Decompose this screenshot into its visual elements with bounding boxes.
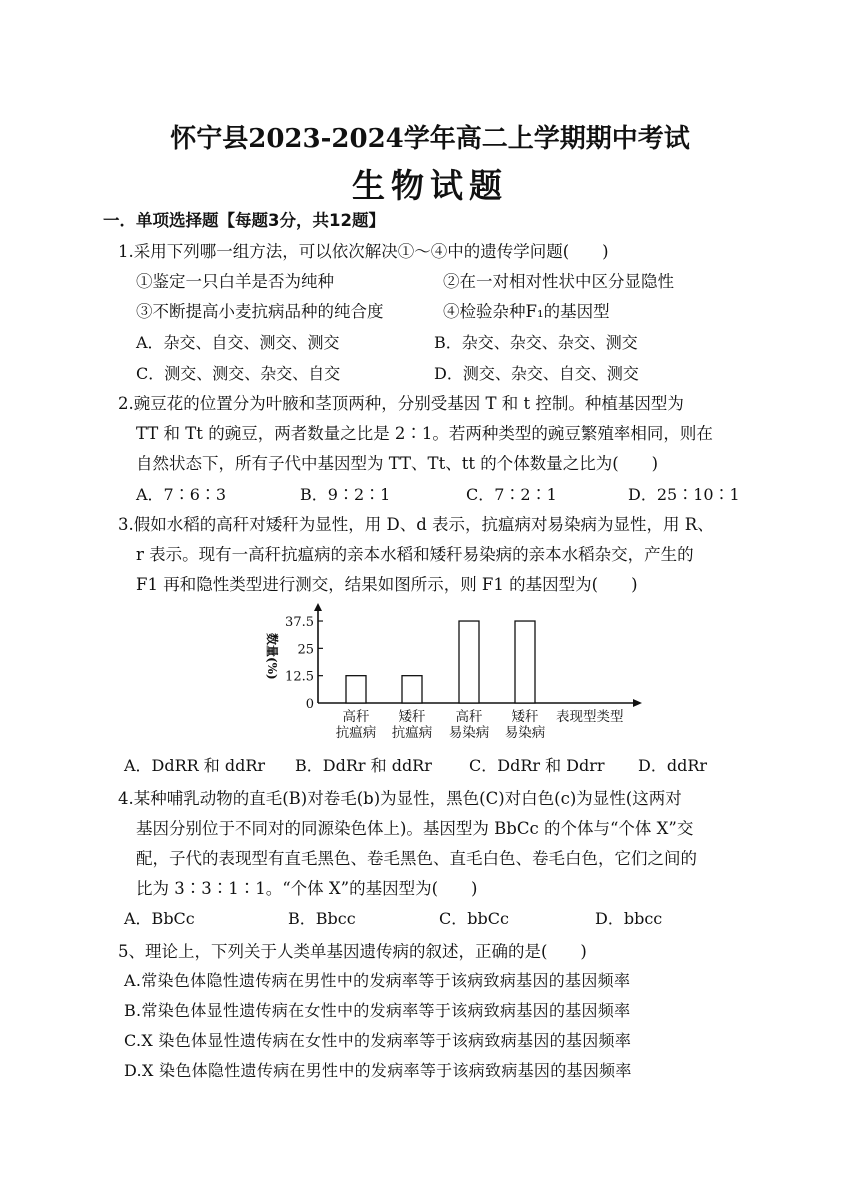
exam-title: 怀宁县2023-2024学年高二上学期期中考试 xyxy=(170,124,690,154)
x-tick-label: 高秆 xyxy=(342,709,370,725)
option-b: B．杂交、杂交、杂交、测交 xyxy=(434,333,638,352)
bar xyxy=(402,676,422,703)
x-tick-label: 易染病 xyxy=(448,725,490,741)
y-tick-label: 0 xyxy=(305,697,314,712)
question-stem-line: 4.某种哺乳动物的直毛(B)对卷毛(b)为显性，黑色(C)对白色(c)为显性(这两对 xyxy=(118,789,682,808)
bar xyxy=(515,621,535,703)
question-stem: 5、理论上，下列关于人类单基因遗传病的叙述，正确的是( ) xyxy=(118,942,587,961)
option-b: B．DdRr 和 ddRr xyxy=(295,756,432,775)
question-item: ④检验杂种F₁的基因型 xyxy=(443,302,610,321)
option-c: C．bbCc xyxy=(439,909,509,928)
option-a: A．DdRR 和 ddRr xyxy=(124,756,266,775)
x-tick-label: 抗瘟病 xyxy=(335,725,377,741)
x-axis-arrow xyxy=(633,699,642,707)
bar xyxy=(346,676,366,703)
exam-subtitle: 生物试题 xyxy=(352,166,508,205)
question-stem-line: 基因分别位于不同对的同源染色体上)。基因型为 BbCc 的个体与“个体 X”交 xyxy=(136,819,694,838)
option-d: D．25∶10∶1 xyxy=(628,485,740,504)
question-item: ①鉴定一只白羊是否为纯种 xyxy=(136,272,334,291)
option-c: C.X 染色体显性遗传病在女性中的发病率等于该病致病基因的基因频率 xyxy=(124,1031,632,1050)
option-a: A．杂交、自交、测交、测交 xyxy=(136,333,340,352)
y-tick-label: 12.5 xyxy=(285,669,314,685)
option-a: A.常染色体隐性遗传病在男性中的发病率等于该病致病基因的基因频率 xyxy=(124,971,631,990)
testcross-bar-chart xyxy=(250,603,660,748)
x-axis-label: 表现型类型 xyxy=(556,709,624,725)
option-d: D．ddRr xyxy=(638,756,708,775)
x-tick-label: 高秆 xyxy=(455,709,483,725)
y-axis-label: 数量(%) xyxy=(265,632,279,680)
question-stem: 1.采用下列哪一组方法，可以依次解决①～④中的遗传学问题( ) xyxy=(118,242,609,261)
question-stem-line: r 表示。现有一高秆抗瘟病的亲本水稻和矮秆易染病的亲本水稻杂交，产生的 xyxy=(136,545,694,564)
question-stem-line: 配，子代的表现型有直毛黑色、卷毛黑色、直毛白色、卷毛白色，它们之间的 xyxy=(136,849,697,868)
option-d: D．测交、杂交、自交、测交 xyxy=(434,364,639,383)
option-b: B.常染色体显性遗传病在女性中的发病率等于该病致病基因的基因频率 xyxy=(124,1001,631,1020)
option-c: C．测交、测交、杂交、自交 xyxy=(136,364,341,383)
question-item: ③不断提高小麦抗病品种的纯合度 xyxy=(136,302,384,321)
section-heading: 一．单项选择题【每题3分，共12题】 xyxy=(103,211,385,230)
y-tick-label: 25 xyxy=(297,642,314,658)
question-stem-line: 自然状态下，所有子代中基因型为 TT、Tt、tt 的个体数量之比为( ) xyxy=(136,454,659,473)
x-tick-label: 矮秆 xyxy=(511,709,539,725)
bar xyxy=(459,621,479,703)
question-stem-line: 比为 3∶3∶1∶1。“个体 X”的基因型为( ) xyxy=(136,879,478,898)
option-d: D.X 染色体隐性遗传病在男性中的发病率等于该病致病基因的基因频率 xyxy=(124,1061,632,1080)
question-stem-line: 2.豌豆花的位置分为叶腋和茎顶两种，分别受基因 T 和 t 控制。种植基因型为 xyxy=(118,394,684,413)
question-item: ②在一对相对性状中区分显隐性 xyxy=(443,272,674,291)
question-stem-line: F1 再和隐性类型进行测交，结果如图所示，则 F1 的基因型为( ) xyxy=(136,575,638,594)
option-b: B．9∶2∶1 xyxy=(300,485,391,504)
option-b: B．Bbcc xyxy=(288,909,356,928)
option-c: C．DdRr 和 Ddrr xyxy=(469,756,605,775)
question-stem-line: TT 和 Tt 的豌豆，两者数量之比是 2∶1。若两种类型的豌豆繁殖率相同，则在 xyxy=(136,424,713,443)
option-c: C．7∶2∶1 xyxy=(466,485,557,504)
x-tick-label: 易染病 xyxy=(504,725,546,741)
option-a: A．BbCc xyxy=(124,909,195,928)
question-stem-line: 3.假如水稻的高秆对矮秆为显性，用 D、d 表示，抗瘟病对易染病为显性，用 R、 xyxy=(118,515,714,534)
y-axis-arrow xyxy=(314,603,322,611)
option-a: A．7∶6∶3 xyxy=(136,485,227,504)
x-tick-label: 矮秆 xyxy=(398,709,426,725)
y-tick-label: 37.5 xyxy=(285,615,314,631)
x-tick-label: 抗瘟病 xyxy=(391,725,433,741)
option-d: D．bbcc xyxy=(595,909,663,928)
